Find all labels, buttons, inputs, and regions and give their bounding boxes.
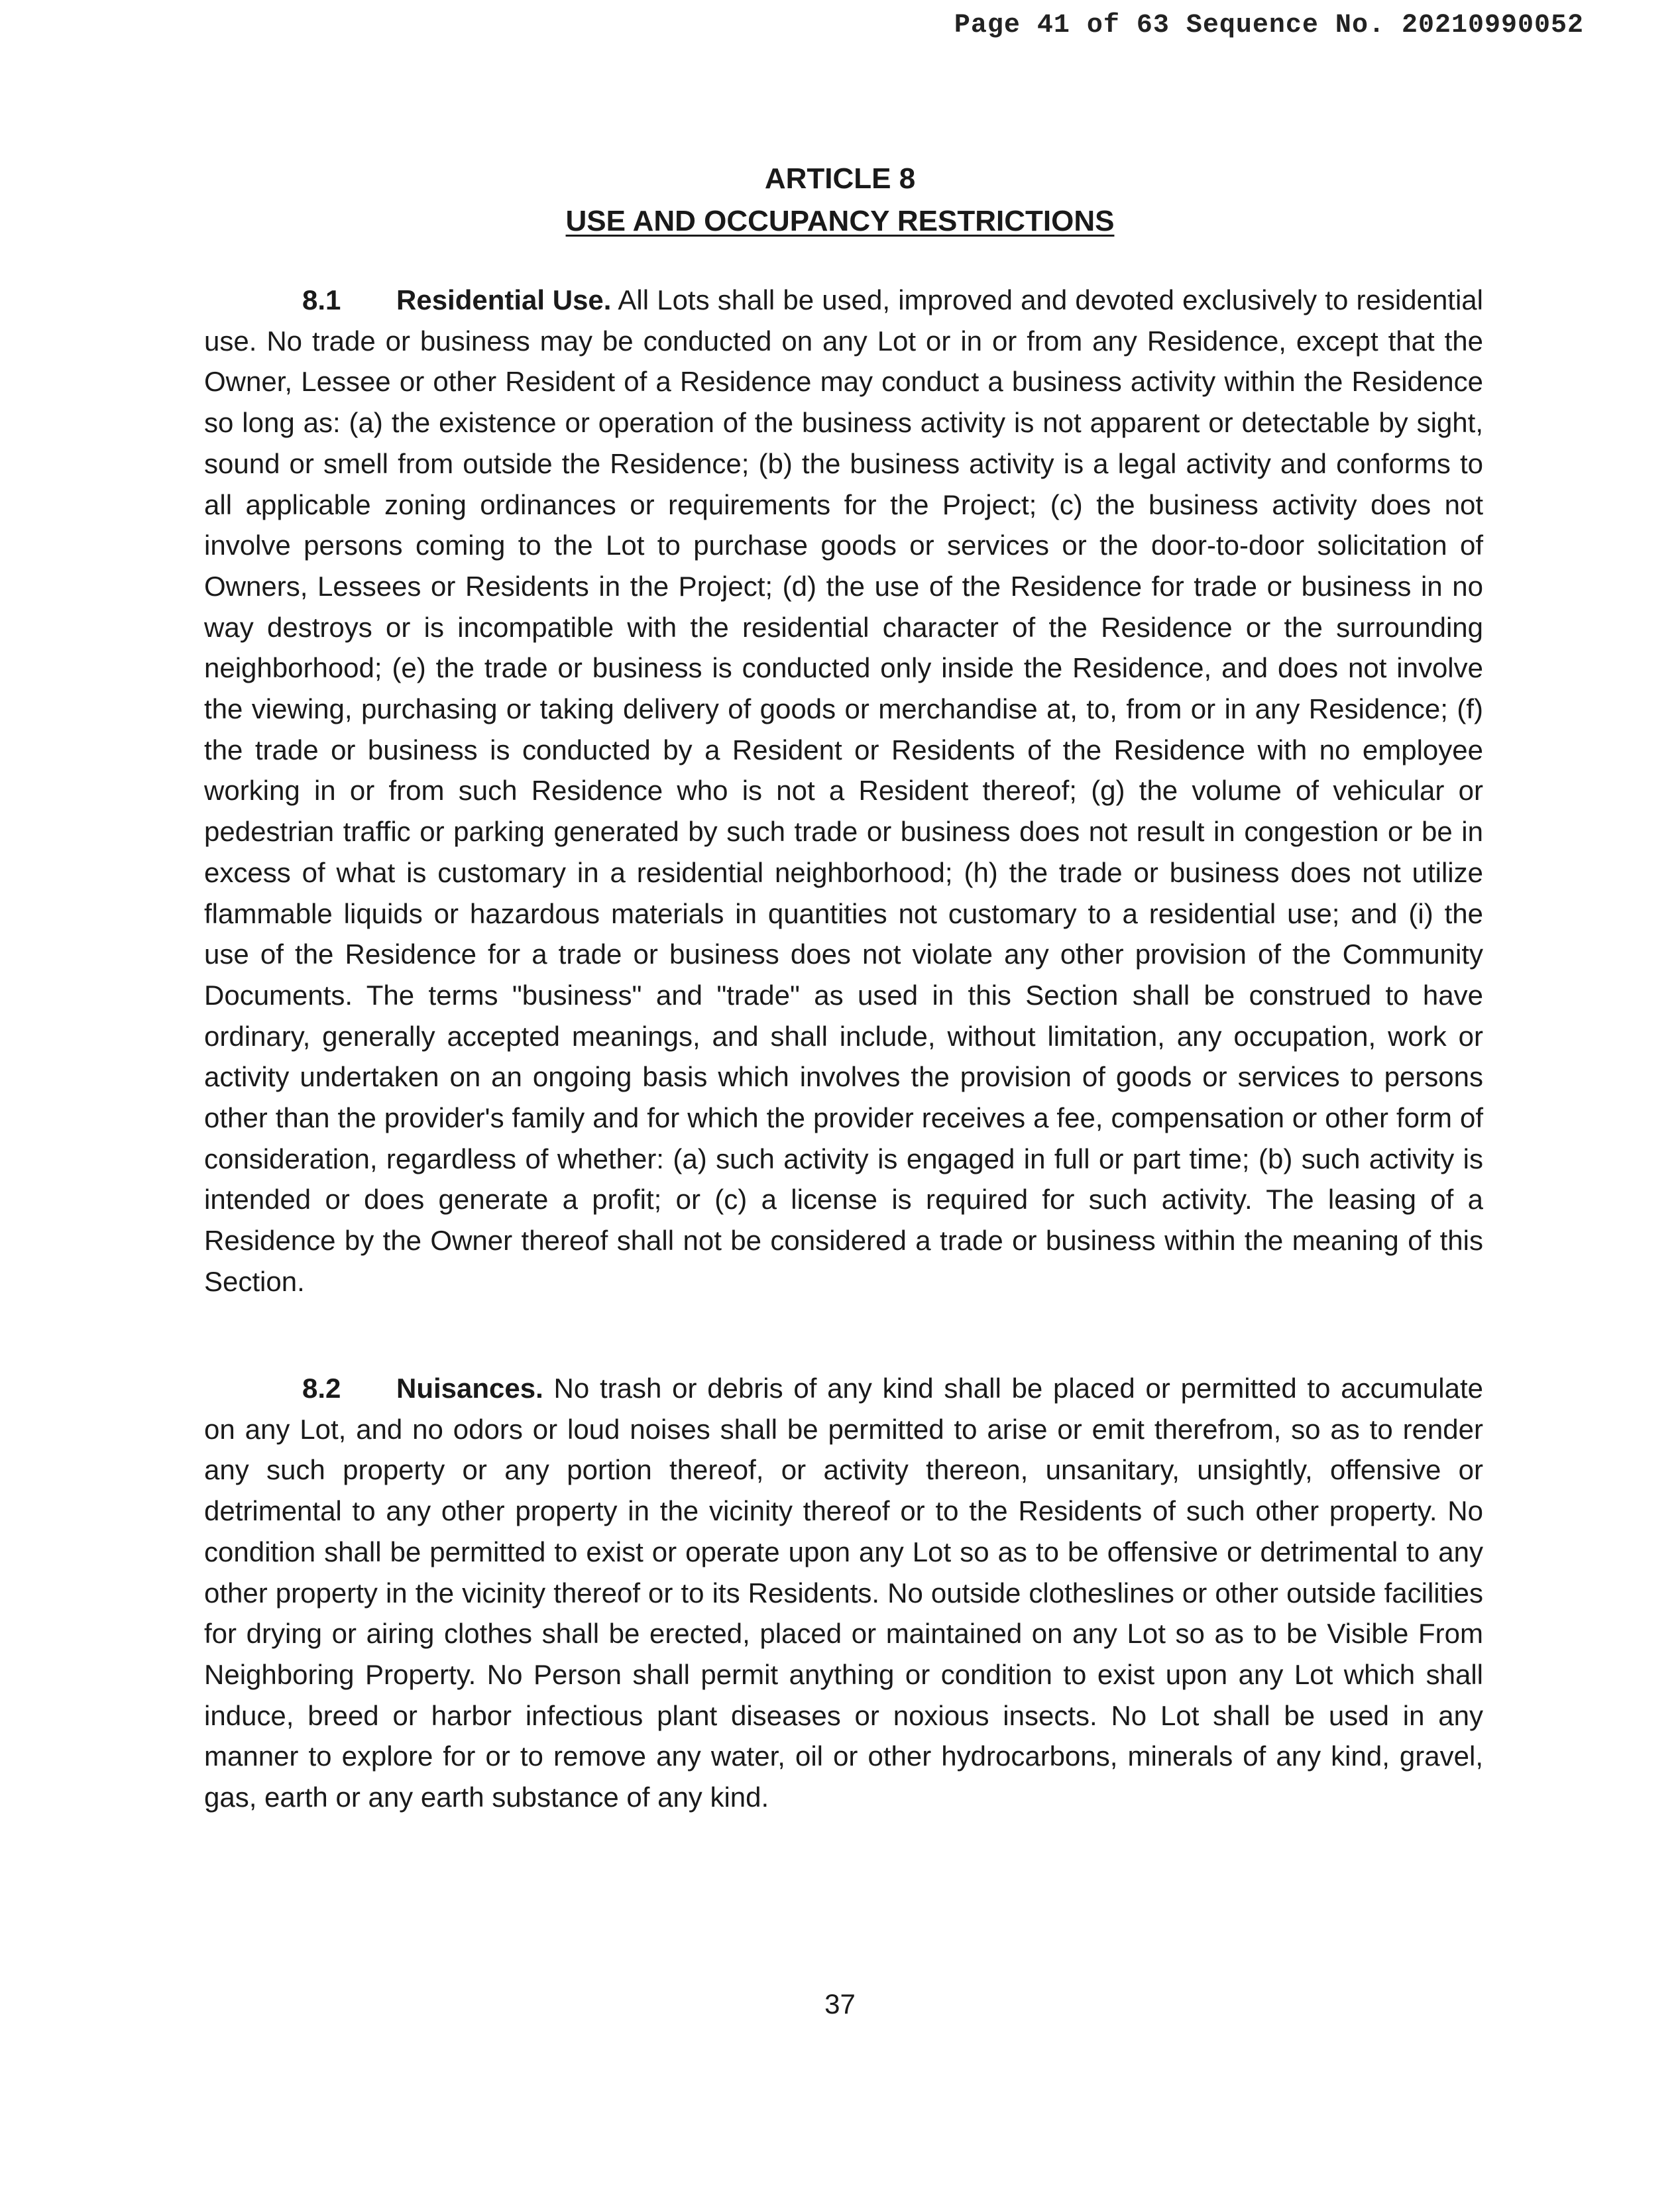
recording-stamp: Page 41 of 63 Sequence No. 20210990052 (954, 11, 1584, 40)
section-number: 8.2 (302, 1373, 341, 1404)
section-title: Residential Use. (396, 284, 612, 315)
section-lead (302, 1368, 543, 1409)
page-number: 37 (824, 1988, 856, 2019)
section-residential-use (204, 280, 1483, 1302)
article-number: ARTICLE 8 (764, 162, 916, 195)
section-body: No trash or debris of any kind shall be placed or permitted to accumulate on any Lot, and no odors or loud noises shall be permitted to arise or emit therefrom, so as to render any such property or any portion thereof, or activity thereon, unsanitary, unsightly, offensive or detrimental to any other property in the vicinity thereof or to the Residents of such other property. No condition shall be permitted to exist or operate upon any Lot so as to be offensive or detrimental to any other property in the vicinity thereof or to its Residents. No outside clotheslines or other outside facilities for drying or airing clothes shall be erected, placed or maintained on any Lot so as to be Visible From Neighboring Property. No Person shall permit anything or condition to exist upon any Lot which shall induce, breed or harbor infectious plant diseases or noxious insects. No Lot shall be used in any manner to explore for or to remove any water, oil or other hydrocarbons, minerals of any kind, gravel, gas, earth or any earth substance of any kind. (204, 1373, 1483, 1813)
section-lead (302, 280, 611, 321)
article-heading (0, 158, 1680, 243)
section-nuisances (204, 1368, 1483, 1818)
section-title: Nuisances. (396, 1373, 543, 1404)
article-title: USE AND OCCUPANCY RESTRICTIONS (565, 205, 1115, 237)
section-body: All Lots shall be used, improved and devoted exclusively to residential use. No trade or business may be conducted on any Lot or in or from any Residence, except that the Owner, Lessee or other Resident of a Residence may conduct a business activity within the Residence so long as: (a) the existence or operation of the business activity is not apparent or detectable by sight, sound or smell from outside the Residence; (b) the business activity is a legal activity and conforms to all applicable zoning ordinances or requirements for the Project; (c) the business activity does not involve persons coming to the Lot to purchase goods or services or the door-to-door solicitation of Owners, Lessees or Residents in the Project; (d) the use of the Residence for trade or business in no way destroys or is incompatible with the residential character of the Residence or the surrounding neighborhood; (e) the trade or business is conducted only inside the Residence, and does not involve the viewing, purchasing or taking delivery of goods or merchandise at, to, from or in any Residence; (f) the trade or business is conducted by a Resident or Residents of the Residence with no employee working in or from such Residence who is not a Resident thereof; (g) the volume of vehicular or pedestrian traffic or parking generated by such trade or business does not result in congestion or be in excess of what is customary in a residential neighborhood; (h) the trade or business does not utilize flammable liquids or hazardous materials in quantities not customary to a residential use; and (i) the use of the Residence for a trade or business does not violate any other provision of the Community Documents. The terms "business" and "trade" as used in this Section shall be construed to have ordinary, generally accepted meanings, and shall include, without limitation, any occupation, work or activity undertaken on an ongoing basis which involves the provision of goods or services to persons other than the provider's family and for which the provider receives a fee, compensation or other form of consideration, regardless of whether: (a) such activity is engaged in full or part time; (b) such activity is intended or does generate a profit; or (c) a license is required for such activity. The leasing of a Residence by the Owner thereof shall not be considered a trade or business within the meaning of this Section. (204, 284, 1483, 1297)
section-number: 8.1 (302, 284, 341, 315)
